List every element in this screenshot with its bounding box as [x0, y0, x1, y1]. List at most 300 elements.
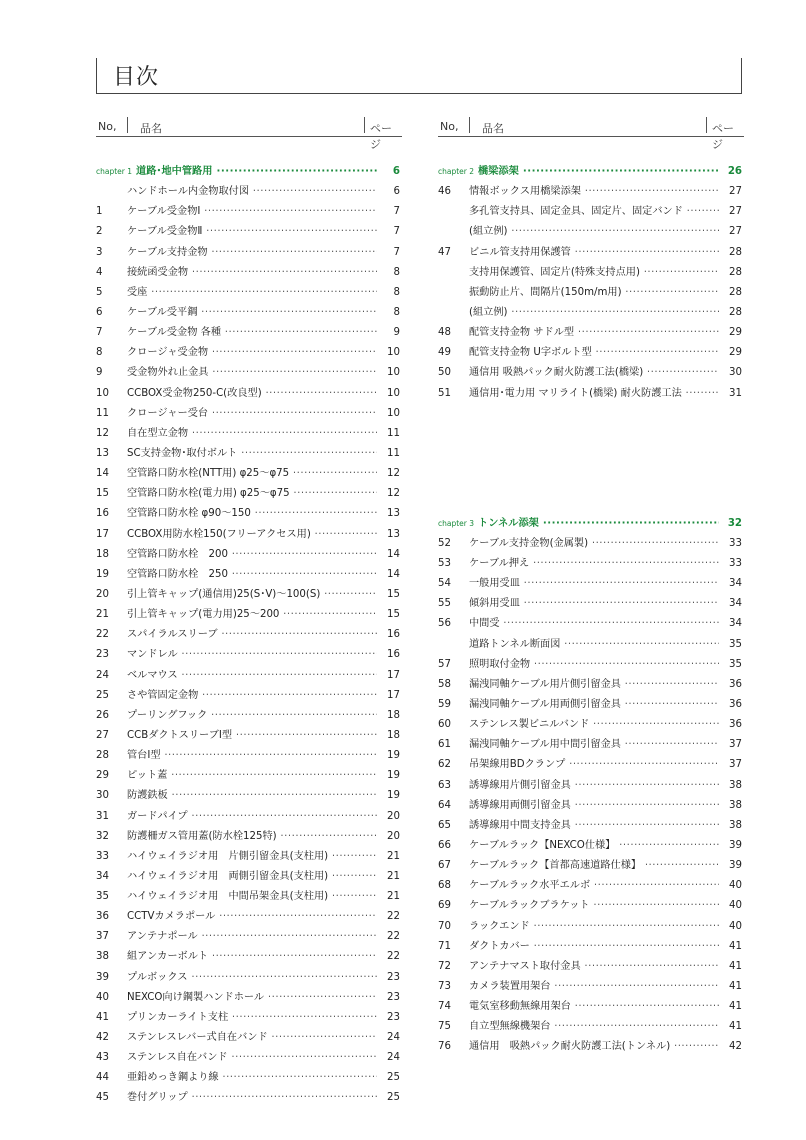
entry-name [469, 1017, 722, 1037]
entry-name [127, 484, 380, 504]
page-number: 40 [719, 917, 742, 937]
entry-name-text: ケーブル受金物Ⅰ [127, 206, 201, 218]
toc-entry[interactable] [438, 283, 744, 303]
entry-name [469, 363, 722, 383]
page-number: 20 [377, 827, 400, 847]
entry-name [127, 968, 380, 988]
entry-number: 38 [96, 951, 109, 963]
toc-entry[interactable] [96, 706, 402, 726]
page-number: 23 [377, 1008, 400, 1028]
entry-name-text: ステンレス自在バンド [127, 1052, 228, 1064]
entry-name-text: 支持用保護管、固定片(特殊支持点用) [469, 266, 640, 278]
entry-number: 41 [96, 1011, 109, 1023]
entry-name-text: 防護鉄板 [127, 790, 168, 802]
entry-name [469, 222, 722, 242]
toc-entry[interactable] [438, 323, 744, 343]
entry-number: 9 [96, 367, 103, 379]
page-number: 24 [377, 1048, 400, 1068]
page-number: 13 [377, 504, 400, 524]
toc-entry[interactable] [96, 1008, 402, 1028]
toc-entry[interactable] [96, 1028, 402, 1048]
entry-name-text: クロージャ受金物 [127, 347, 209, 359]
entry-name-text: ケーブル受平鋼 [127, 306, 198, 318]
entry-number: 56 [438, 618, 451, 630]
toc-entry[interactable] [96, 323, 402, 343]
entry-name-text: マンドレル [127, 649, 178, 661]
entry-name-text: ラックエンド [469, 920, 530, 932]
toc-entry[interactable] [96, 1088, 402, 1108]
toc-entry[interactable] [438, 243, 744, 263]
entry-name-text: プーリングフック [127, 709, 208, 721]
toc-entry[interactable] [96, 847, 402, 867]
chapter-heading[interactable] [438, 162, 744, 182]
entry-number: 65 [438, 819, 451, 831]
toc-entry[interactable] [96, 1048, 402, 1068]
chapter-label: chapter 3 [438, 518, 475, 528]
toc-entry[interactable] [96, 605, 402, 625]
page-number: 34 [719, 614, 742, 634]
entry-name-text: プリンカーライト支柱 [127, 1011, 229, 1023]
entry-name-text: 吊架線用BDクランプ [469, 759, 566, 771]
entry-name [127, 947, 380, 967]
toc-entry[interactable] [96, 726, 402, 746]
page-number: 19 [377, 766, 400, 786]
toc-entry[interactable] [96, 887, 402, 907]
page-number: 16 [377, 625, 400, 645]
toc-entry[interactable] [96, 927, 402, 947]
page-number: 30 [719, 363, 742, 383]
page-number: 27 [719, 182, 742, 202]
page-number: 14 [377, 565, 400, 585]
page-number: 28 [719, 303, 742, 323]
entry-name-text: SC支持金物･取付ボルト [127, 447, 238, 459]
entry-name [469, 796, 722, 816]
entry-number: 24 [96, 669, 109, 681]
entry-name-text: 組アンカーボルト [127, 951, 209, 963]
toc-entry[interactable] [96, 666, 402, 686]
entry-number: 60 [438, 719, 451, 731]
toc-entry[interactable] [438, 635, 744, 655]
toc-entry[interactable] [438, 1017, 744, 1037]
entry-number: 28 [96, 750, 109, 762]
toc-entry[interactable] [96, 565, 402, 585]
entry-name [127, 686, 380, 706]
toc-entry[interactable] [96, 504, 402, 524]
entry-name [469, 917, 722, 937]
entry-name-text: 防護柵ガス管用蓋(防水栓125特) [127, 830, 277, 842]
toc-entry[interactable] [96, 907, 402, 927]
chapter-heading[interactable] [96, 162, 402, 182]
entry-name [469, 343, 722, 363]
toc-entry[interactable] [438, 776, 744, 796]
toc-entry[interactable] [96, 525, 402, 545]
toc-entry[interactable] [96, 807, 402, 827]
toc-column-left [96, 114, 402, 1109]
toc-entry[interactable] [438, 796, 744, 816]
page-number: 42 [719, 1037, 742, 1057]
entry-name-text: 通信用 吸熱パック耐火防護工法(橋梁) [469, 367, 644, 379]
toc-entry[interactable] [438, 343, 744, 363]
toc-entry[interactable] [96, 545, 402, 565]
toc-entry[interactable] [438, 182, 744, 202]
page-number: 39 [719, 836, 742, 856]
entry-name-text: 漏洩同軸ケーブル用片側引留金具 [469, 678, 621, 690]
entry-name [469, 283, 722, 303]
entry-name [469, 1037, 722, 1057]
entry-name-text: 中間受 [469, 618, 500, 630]
entry-name [127, 283, 380, 303]
entry-name-text: アンテナポール [127, 931, 198, 943]
entry-name-text: 空管路口防水栓(NTT用) φ25〜φ75 [127, 468, 290, 480]
toc-entry[interactable] [438, 263, 744, 283]
entry-number: 63 [438, 779, 451, 791]
page-number: 33 [719, 534, 742, 554]
entry-name [127, 887, 380, 907]
entry-name-text: ケーブル受金物 各種 [127, 327, 222, 339]
toc-entry[interactable] [96, 827, 402, 847]
page-number: 38 [719, 816, 742, 836]
page-number: 22 [377, 907, 400, 927]
toc-entry[interactable] [96, 947, 402, 967]
toc-entry[interactable] [96, 766, 402, 786]
page-number: 22 [377, 947, 400, 967]
entry-number: 54 [438, 578, 451, 590]
entry-name-text: CCBOX受金物250-C(改良型) [127, 387, 262, 399]
entry-name-text: 情報ボックス用橋梁添架 [469, 186, 581, 198]
entry-name-text: NEXCO向け鋼製ハンドホール [127, 991, 265, 1003]
toc-entry[interactable] [96, 464, 402, 484]
entry-name-text: 誘導線用中間支持金具 [469, 819, 571, 831]
entry-name-text: 管台Ⅰ型 [127, 750, 161, 762]
toc-entry[interactable] [96, 484, 402, 504]
toc-entry[interactable] [438, 997, 744, 1017]
page-number: 35 [719, 635, 742, 655]
toc-entry[interactable] [438, 534, 744, 554]
toc-entry[interactable] [438, 856, 744, 876]
entry-number: 20 [96, 588, 109, 600]
entry-name-text: 漏洩同軸ケーブル用中間引留金具 [469, 739, 621, 751]
entry-number: 34 [96, 870, 109, 882]
entry-name [127, 565, 380, 585]
toc-entry[interactable] [96, 363, 402, 383]
page-number: 36 [719, 715, 742, 735]
entry-name [469, 856, 722, 876]
entry-number: 4 [96, 266, 103, 278]
entry-number: 2 [96, 226, 103, 238]
toc-entry[interactable] [438, 917, 744, 937]
entry-name [127, 766, 380, 786]
entry-number: 30 [96, 790, 109, 802]
entry-name-text: ケーブルラック水平エルボ [469, 880, 591, 892]
entry-name-text: 誘導線用片側引留金具 [469, 779, 571, 791]
toc-entry[interactable] [438, 594, 744, 614]
header-divider [706, 117, 707, 133]
entry-name [469, 957, 722, 977]
entry-name-text: (組立例) [469, 306, 508, 318]
toc-entry[interactable] [438, 1037, 744, 1057]
toc-entry[interactable] [438, 876, 744, 896]
entry-name [469, 695, 722, 715]
entry-name [469, 574, 722, 594]
entry-name [469, 635, 722, 655]
entry-name-text: 配管支持金物 U字ボルト型 [469, 347, 592, 359]
entry-name [127, 726, 380, 746]
entry-number: 36 [96, 911, 109, 923]
entry-number: 16 [96, 508, 109, 520]
toc-entry[interactable] [96, 686, 402, 706]
page-number: 37 [719, 755, 742, 775]
toc-entry[interactable] [438, 303, 744, 323]
toc-entry[interactable] [96, 283, 402, 303]
entry-number: 10 [96, 387, 109, 399]
entry-name-text: ケーブルラックブラケット [469, 900, 590, 912]
entry-name [469, 675, 722, 695]
entry-number: 59 [438, 698, 451, 710]
entry-name-text: アンテナマスト取付金具 [469, 960, 581, 972]
entry-name [127, 303, 380, 323]
entry-name-text: 通信用 吸熱パック耐火防護工法(トンネル) [469, 1041, 671, 1053]
toc-entry[interactable] [438, 363, 744, 383]
entry-name-text: ケーブル支持金物(金属製) [469, 537, 589, 549]
page-number: 18 [377, 706, 400, 726]
toc-list-right [438, 162, 744, 1057]
entry-name [127, 988, 380, 1008]
entry-name-text: スパイラルスリーブ [127, 629, 218, 641]
page-number: 11 [377, 424, 400, 444]
page-number: 29 [719, 323, 742, 343]
page-number: 8 [377, 303, 400, 323]
entry-name [469, 836, 722, 856]
entry-number: 22 [96, 629, 109, 641]
entry-name-text: 受金物外れ止金具 [127, 367, 209, 379]
toc-entry[interactable] [96, 585, 402, 605]
toc-entry[interactable] [438, 554, 744, 574]
entry-name [127, 585, 380, 605]
entry-number: 62 [438, 759, 451, 771]
entry-name-text: ケーブルラック【首都高速道路仕様】 [469, 860, 642, 872]
toc-entry[interactable] [96, 404, 402, 424]
entry-name [469, 655, 722, 675]
entry-number: 43 [96, 1052, 109, 1064]
page-number: 10 [377, 404, 400, 424]
entry-name-text: 引上管キャップ(電力用)25〜200 [127, 609, 280, 621]
entry-name-text: ケーブル押え [469, 557, 530, 569]
entry-number: 23 [96, 649, 109, 661]
page-number: 33 [719, 554, 742, 574]
entry-name [127, 323, 380, 343]
toc-entry[interactable] [438, 675, 744, 695]
toc-entry[interactable] [96, 645, 402, 665]
entry-name-text: ケーブル受金物Ⅱ [127, 226, 203, 238]
entry-number: 35 [96, 891, 109, 903]
toc-entry[interactable] [96, 1068, 402, 1088]
page-number: 21 [377, 887, 400, 907]
entry-name [127, 504, 380, 524]
toc-entry[interactable] [438, 755, 744, 775]
toc-entry[interactable] [96, 867, 402, 887]
page-number: 7 [377, 222, 400, 242]
toc-entry[interactable] [96, 988, 402, 1008]
entry-name-text: ビニル管支持用保護管 [469, 246, 571, 258]
page-number: 28 [719, 243, 742, 263]
toc-entry[interactable] [438, 816, 744, 836]
toc-entry[interactable] [96, 968, 402, 988]
entry-name [127, 1068, 380, 1088]
toc-entry[interactable] [438, 574, 744, 594]
toc-entry[interactable] [96, 424, 402, 444]
toc-entry[interactable] [438, 836, 744, 856]
entry-name [127, 384, 380, 404]
page-number: 12 [377, 484, 400, 504]
header-page: ページ [712, 122, 734, 151]
entry-name [127, 1048, 380, 1068]
entry-number: 5 [96, 286, 103, 298]
entry-number: 17 [96, 528, 109, 540]
entry-name-text: 接続函受金物 [127, 266, 189, 278]
entry-number: 27 [96, 729, 109, 741]
entry-name-text: 傾斜用受皿 [469, 598, 520, 610]
toc-entry[interactable] [438, 614, 744, 634]
entry-name [469, 263, 722, 283]
entry-name-text: 多孔管支持具、固定金具、固定片、固定バンド [469, 206, 683, 218]
entry-name [469, 816, 722, 836]
entry-name-text: 一般用受皿 [469, 578, 520, 590]
page-number: 18 [377, 726, 400, 746]
entry-name [127, 666, 380, 686]
toc-entry[interactable] [96, 625, 402, 645]
header-name: 品名 [140, 122, 162, 135]
entry-number: 12 [96, 427, 109, 439]
page-number: 8 [377, 283, 400, 303]
entry-name [469, 614, 722, 634]
toc-entry[interactable] [96, 746, 402, 766]
entry-name [469, 876, 722, 896]
entry-number: 13 [96, 447, 109, 459]
entry-number: 45 [96, 1092, 109, 1104]
toc-entry[interactable] [96, 786, 402, 806]
entry-name [127, 464, 380, 484]
page-number: 14 [377, 545, 400, 565]
entry-name-text: クロージャー受台 [127, 407, 209, 419]
page-number: 17 [377, 666, 400, 686]
page-number: 36 [719, 675, 742, 695]
page-number: 31 [719, 384, 742, 404]
entry-number: 76 [438, 1041, 451, 1053]
toc-entry[interactable] [438, 655, 744, 675]
toc-entry[interactable] [96, 303, 402, 323]
entry-name [469, 937, 722, 957]
entry-name-text: 空管路口防水栓(電力用) φ25〜φ75 [127, 488, 290, 500]
toc-entry[interactable] [96, 343, 402, 363]
page-number: 41 [719, 997, 742, 1017]
entry-number: 19 [96, 568, 109, 580]
page-number: 36 [719, 695, 742, 715]
page-number: 15 [377, 605, 400, 625]
toc-entry[interactable] [438, 957, 744, 977]
entry-number: 69 [438, 900, 451, 912]
page-number: 19 [377, 786, 400, 806]
entry-name-text: 誘導線用両側引留金具 [469, 799, 571, 811]
entry-name-text: ハイウェイラジオ用 片側引留金具(支柱用) [127, 850, 329, 862]
page-number: 19 [377, 746, 400, 766]
toc-entry[interactable] [438, 202, 744, 222]
toc-entry[interactable] [438, 222, 744, 242]
entry-number: 50 [438, 367, 451, 379]
toc-entry[interactable] [438, 695, 744, 715]
entry-number: 8 [96, 347, 103, 359]
entry-number: 42 [96, 1032, 109, 1044]
page-number: 34 [719, 574, 742, 594]
entry-name [127, 1028, 380, 1048]
page-number: 21 [377, 847, 400, 867]
toc-entry[interactable] [438, 896, 744, 916]
toc-entry[interactable] [96, 222, 402, 242]
entry-number: 32 [96, 830, 109, 842]
entry-name [127, 202, 380, 222]
entry-name-text: 振動防止片、間隔片(150m/m用) [469, 286, 622, 298]
page-number: 25 [377, 1068, 400, 1088]
entry-name-text: 漏洩同軸ケーブル用両側引留金具 [469, 698, 621, 710]
toc-entry[interactable] [438, 977, 744, 997]
entry-name-text: ピット蓋 [127, 770, 168, 782]
toc-entry[interactable] [96, 444, 402, 464]
entry-name [469, 202, 722, 222]
entry-number: 7 [96, 327, 103, 339]
toc-entry[interactable] [96, 202, 402, 222]
toc-entry[interactable] [96, 384, 402, 404]
page-number: 16 [377, 645, 400, 665]
entry-name [127, 827, 380, 847]
page-number: 13 [377, 525, 400, 545]
toc-entry[interactable] [438, 384, 744, 404]
entry-name [469, 534, 722, 554]
page-number: 11 [377, 444, 400, 464]
page-number: 41 [719, 977, 742, 997]
toc-entry[interactable] [96, 263, 402, 283]
entry-name [127, 605, 380, 625]
entry-name-text: カメラ装置用架台 [469, 980, 551, 992]
page-number: 40 [719, 876, 742, 896]
chapter-title [438, 162, 722, 182]
header-page: ページ [370, 122, 392, 151]
entry-name [127, 343, 380, 363]
header-divider [127, 117, 128, 133]
chapter-heading[interactable] [438, 514, 744, 534]
column-header [96, 114, 402, 151]
entry-number: 48 [438, 327, 451, 339]
entry-number: 67 [438, 860, 451, 872]
entry-number: 1 [96, 206, 103, 218]
entry-name [469, 896, 722, 916]
entry-name-text: ケーブルラック【NEXCO仕様】 [469, 839, 616, 851]
entry-number: 11 [96, 407, 109, 419]
toc-entry[interactable] [96, 182, 402, 202]
toc-entry[interactable] [438, 937, 744, 957]
toc-entry[interactable] [96, 243, 402, 263]
entry-name [469, 735, 722, 755]
entry-name [127, 424, 380, 444]
toc-entry[interactable] [438, 735, 744, 755]
entry-number: 29 [96, 770, 109, 782]
page-number: 7 [377, 202, 400, 222]
page-number: 23 [377, 988, 400, 1008]
entry-name [469, 303, 722, 323]
toc-entry[interactable] [438, 715, 744, 735]
page-number: 39 [719, 856, 742, 876]
page-number: 23 [377, 968, 400, 988]
page-number: 38 [719, 796, 742, 816]
entry-name [127, 444, 380, 464]
